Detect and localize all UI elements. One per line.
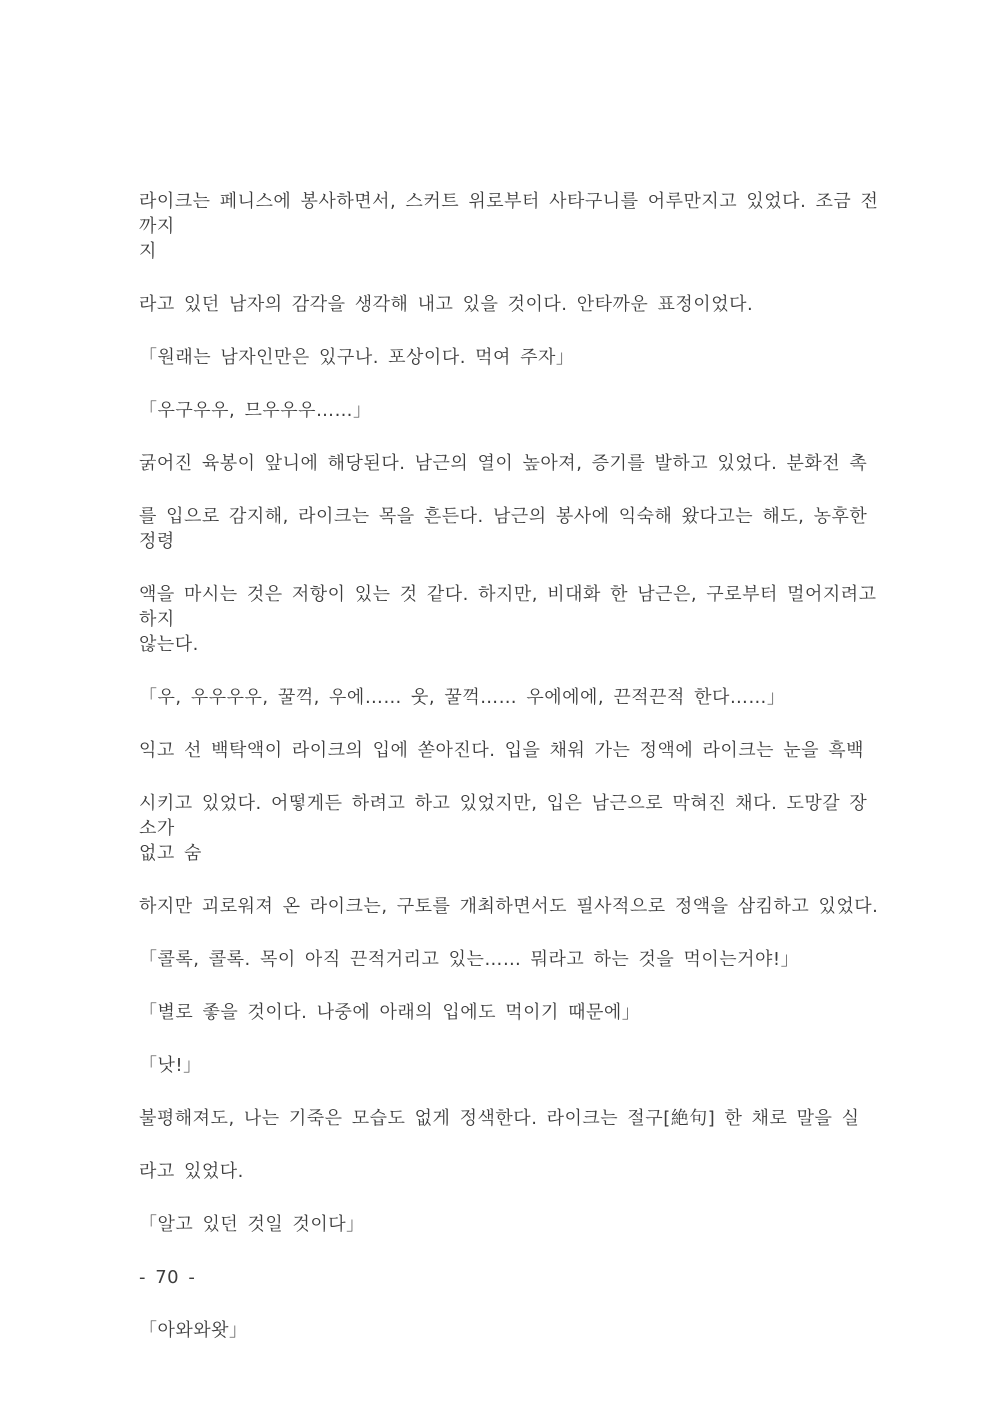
paragraph-line: 라이크는 페니스에 봉사하면서, 스커트 위로부터 사타구니를 어루만지고 있었다. 조금 전까지 xyxy=(139,191,879,237)
dialogue-line: 「별로 좋을 것이다. 나중에 아래의 입에도 먹이기 때문에」 xyxy=(139,1002,641,1023)
paragraph-line: 불평해져도, 나는 기죽은 모습도 없게 정색한다. 라이크는 절구[絶句] 한 채로 말을 실 xyxy=(139,1108,860,1129)
dialogue-line: 「아와와왓」 xyxy=(139,1320,248,1341)
paragraph-line: 지 xyxy=(139,241,157,262)
dialogue-line: 「우, 우우우우, 꿀꺽, 우에…… 웃, 꿀꺽…… 우에에에, 끈적끈적 한다……」 xyxy=(139,687,786,708)
paragraph-line: 없고 숨 xyxy=(139,843,202,864)
paragraph-line: 라고 있던 남자의 감각을 생각해 내고 있을 것이다. 안타까운 표정이었다. xyxy=(139,294,754,315)
page-number: - 70 - xyxy=(139,1267,196,1288)
paragraph-line: 액을 마시는 것은 저항이 있는 것 같다. 하지만, 비대화 한 남근은, 구로부터 멀어지려고 하지 xyxy=(139,584,877,630)
dialogue-line: 「콜록, 콜록. 목이 아직 끈적거리고 있는…… 뭐라고 하는 것을 먹이는거야!」 xyxy=(139,949,800,970)
dialogue-line: 「우구우우, 므우우우……」 xyxy=(139,400,372,421)
paragraph-line: 시키고 있었다. 어떻게든 하려고 하고 있었지만, 입은 남근으로 막혀진 채다. 도망갈 장소가 xyxy=(139,793,868,839)
paragraph-line: 를 입으로 감지해, 라이크는 목을 흔든다. 남근의 봉사에 익숙해 왔다고는 해도, 농후한 정령 xyxy=(139,506,868,552)
paragraph-line: 익고 선 백탁액이 라이크의 입에 쏟아진다. 입을 채워 가는 정액에 라이크는 눈을 흑백 xyxy=(139,740,865,761)
dialogue-line: 「원래는 남자인만은 있구나. 포상이다. 먹여 주자」 xyxy=(139,347,575,368)
paragraph-line: 라고 있었다. xyxy=(139,1161,244,1182)
dialogue-line: 「알고 있던 것일 것이다」 xyxy=(139,1214,365,1235)
text-body xyxy=(139,189,881,1343)
paragraph-line: 하지만 괴로워져 온 라이크는, 구토를 개최하면서도 필사적으로 정액을 삼킴하고 있었다. xyxy=(139,896,879,917)
paragraph-line: 않는다. xyxy=(139,634,199,655)
dialogue-line: 「낫!」 xyxy=(139,1055,202,1076)
paragraph-line: 굵어진 육봉이 앞니에 해당된다. 남근의 열이 높아져, 증기를 발하고 있었다. 분화전 촉 xyxy=(139,453,868,474)
